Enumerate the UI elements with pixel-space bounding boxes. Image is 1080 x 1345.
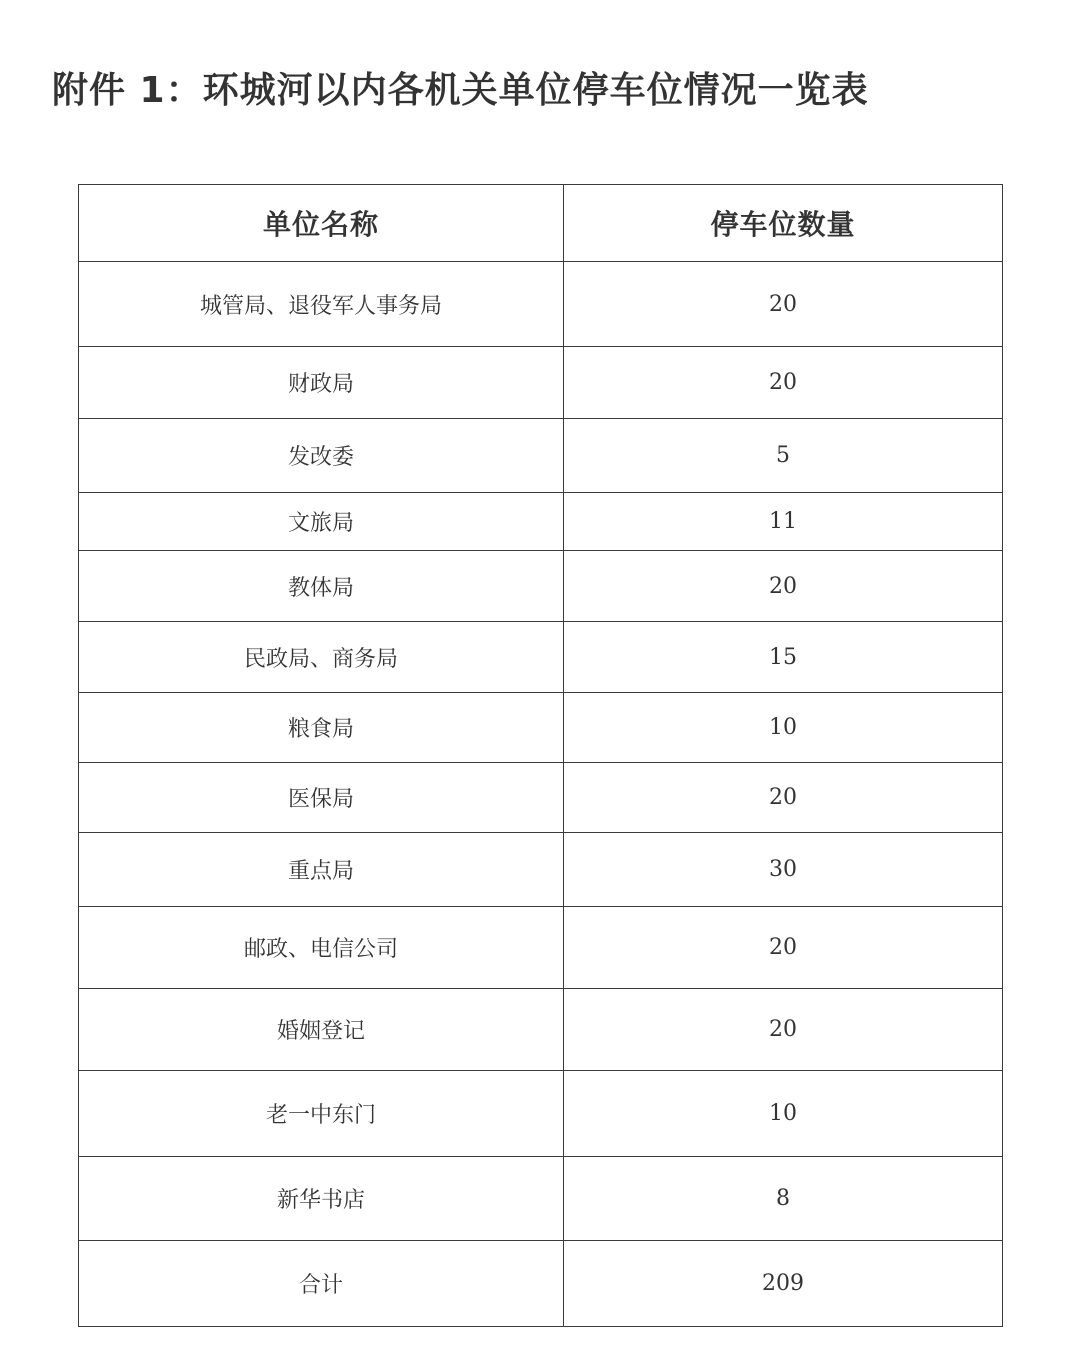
parking-count-cell: 20 (564, 989, 1003, 1071)
unit-name-cell: 发改委 (79, 419, 564, 493)
parking-count-cell: 8 (564, 1157, 1003, 1241)
parking-count-cell: 20 (564, 907, 1003, 989)
parking-count-cell: 20 (564, 551, 1003, 622)
table-body (79, 262, 1003, 1327)
unit-name-cell: 教体局 (79, 551, 564, 622)
parking-count-cell: 10 (564, 1071, 1003, 1157)
unit-name-cell: 重点局 (79, 833, 564, 907)
unit-name-cell: 婚姻登记 (79, 989, 564, 1071)
table-row (79, 693, 1003, 763)
table-row (79, 622, 1003, 693)
unit-name-cell: 医保局 (79, 763, 564, 833)
header-unit-name: 单位名称 (79, 185, 564, 262)
total-row (79, 1241, 1003, 1327)
table-row (79, 347, 1003, 419)
unit-name-cell: 财政局 (79, 347, 564, 419)
parking-count-cell: 20 (564, 347, 1003, 419)
table-row (79, 907, 1003, 989)
parking-count-cell: 15 (564, 622, 1003, 693)
unit-name-cell: 新华书店 (79, 1157, 564, 1241)
table-row (79, 419, 1003, 493)
unit-name-cell: 合计 (79, 1241, 564, 1327)
unit-name-cell: 民政局、商务局 (79, 622, 564, 693)
parking-table (78, 184, 1003, 1327)
parking-count-cell: 20 (564, 763, 1003, 833)
table-row (79, 1157, 1003, 1241)
table-header-row (79, 185, 1003, 262)
table-row (79, 989, 1003, 1071)
table-row (79, 1071, 1003, 1157)
parking-table-container (78, 184, 1002, 1327)
parking-count-cell: 11 (564, 493, 1003, 551)
table-row (79, 833, 1003, 907)
parking-count-cell: 209 (564, 1241, 1003, 1327)
unit-name-cell: 文旅局 (79, 493, 564, 551)
unit-name-cell: 邮政、电信公司 (79, 907, 564, 989)
parking-count-cell: 10 (564, 693, 1003, 763)
document-title: 附件 1：环城河以内各机关单位停车位情况一览表 (52, 70, 869, 111)
parking-count-cell: 30 (564, 833, 1003, 907)
table-row (79, 262, 1003, 347)
table-row (79, 551, 1003, 622)
table-row (79, 493, 1003, 551)
unit-name-cell: 老一中东门 (79, 1071, 564, 1157)
unit-name-cell: 粮食局 (79, 693, 564, 763)
unit-name-cell: 城管局、退役军人事务局 (79, 262, 564, 347)
table-row (79, 763, 1003, 833)
header-parking-count: 停车位数量 (564, 185, 1003, 262)
parking-count-cell: 5 (564, 419, 1003, 493)
parking-count-cell: 20 (564, 262, 1003, 347)
